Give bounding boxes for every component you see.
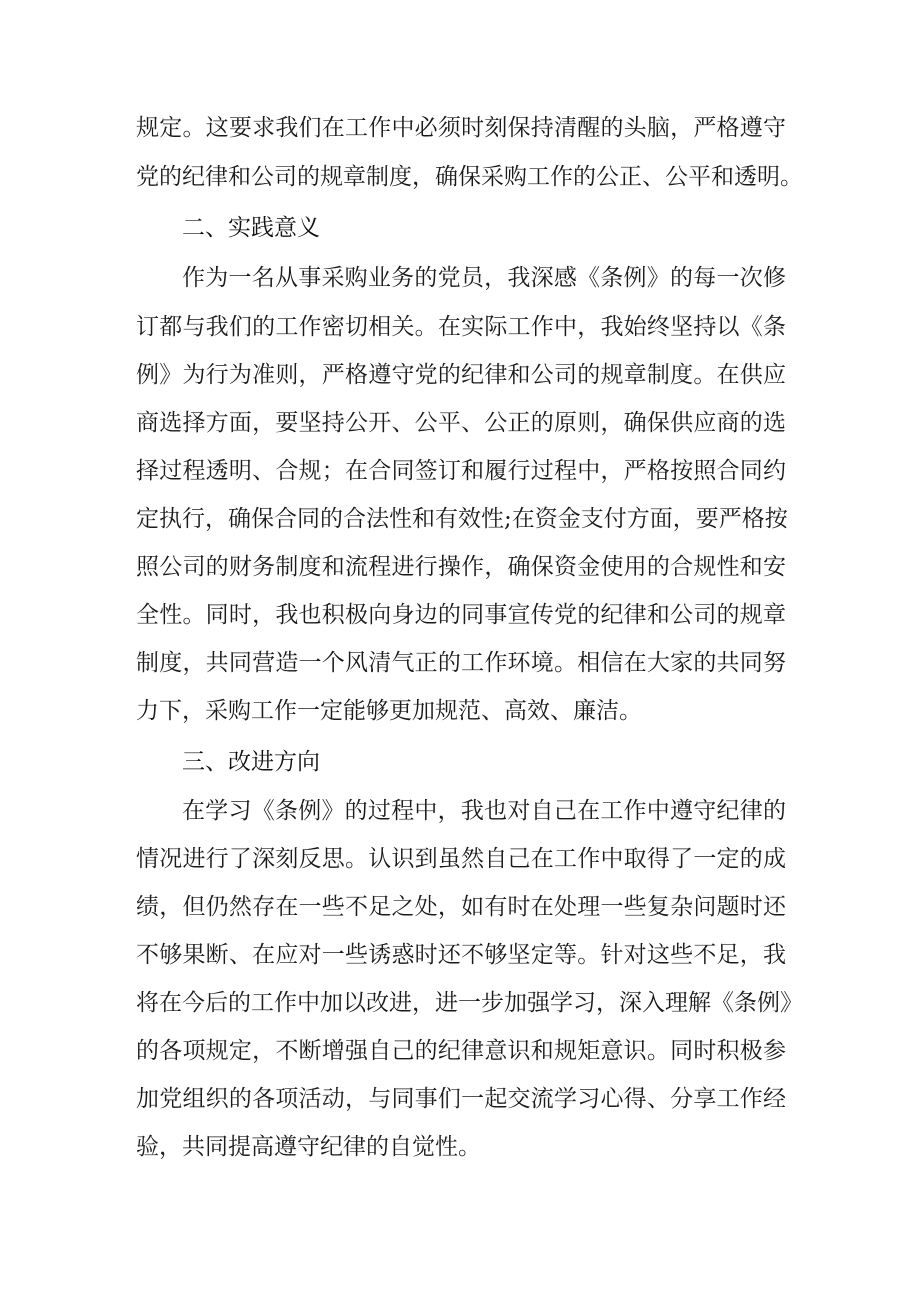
paragraph-line: 例》为行为准则，严格遵守党的纪律和公司的规章制度。在供应	[136, 362, 786, 388]
paragraph-line: 绩，但仍然存在一些不足之处，如有时在处理一些复杂问题时还	[136, 894, 786, 920]
paragraph-line: 作为一名从事采购业务的党员，我深感《条例》的每一次修	[182, 265, 786, 291]
paragraph-line: 订都与我们的工作密切相关。在实际工作中，我始终坚持以《条	[136, 314, 786, 340]
paragraph-line: 照公司的财务制度和流程进行操作，确保资金使用的合规性和安	[136, 554, 786, 580]
paragraph-line: 全性。同时，我也积极向身边的同事宣传党的纪律和公司的规章	[136, 602, 786, 628]
paragraph-line: 不够果断、在应对一些诱惑时还不够坚定等。针对这些不足，我	[136, 942, 786, 968]
paragraph-line: 在学习《条例》的过程中，我也对自己在工作中遵守纪律的	[182, 798, 786, 824]
section-heading-improvement: 三、改进方向	[182, 749, 320, 775]
section-heading-practice: 二、实践意义	[182, 215, 320, 241]
paragraph-line: 力下，采购工作一定能够更加规范、高效、廉洁。	[136, 698, 642, 724]
paragraph-line: 验，共同提高遵守纪律的自觉性。	[136, 1134, 481, 1160]
paragraph-line: 党的纪律和公司的规章制度，确保采购工作的公正、公平和透明。	[136, 164, 803, 190]
paragraph-line: 规定。这要求我们在工作中必须时刻保持清醒的头脑，严格遵守	[136, 115, 786, 141]
paragraph-line: 制度，共同营造一个风清气正的工作环境。相信在大家的共同努	[136, 650, 786, 676]
paragraph-line: 情况进行了深刻反思。认识到虽然自己在工作中取得了一定的成	[136, 846, 786, 872]
paragraph-line: 定执行，确保合同的合法性和有效性;在资金支付方面，要严格按	[136, 506, 788, 532]
paragraph-line: 将在今后的工作中加以改进，进一步加强学习，深入理解《条例》	[136, 990, 803, 1016]
paragraph-line: 加党组织的各项活动，与同事们一起交流学习心得、分享工作经	[136, 1086, 786, 1112]
paragraph-line: 的各项规定，不断增强自己的纪律意识和规矩意识。同时积极参	[136, 1038, 786, 1064]
paragraph-line: 择过程透明、合规；在合同签订和履行过程中，严格按照合同约	[136, 458, 786, 484]
paragraph-line: 商选择方面，要坚持公开、公平、公正的原则，确保供应商的选	[136, 410, 786, 436]
